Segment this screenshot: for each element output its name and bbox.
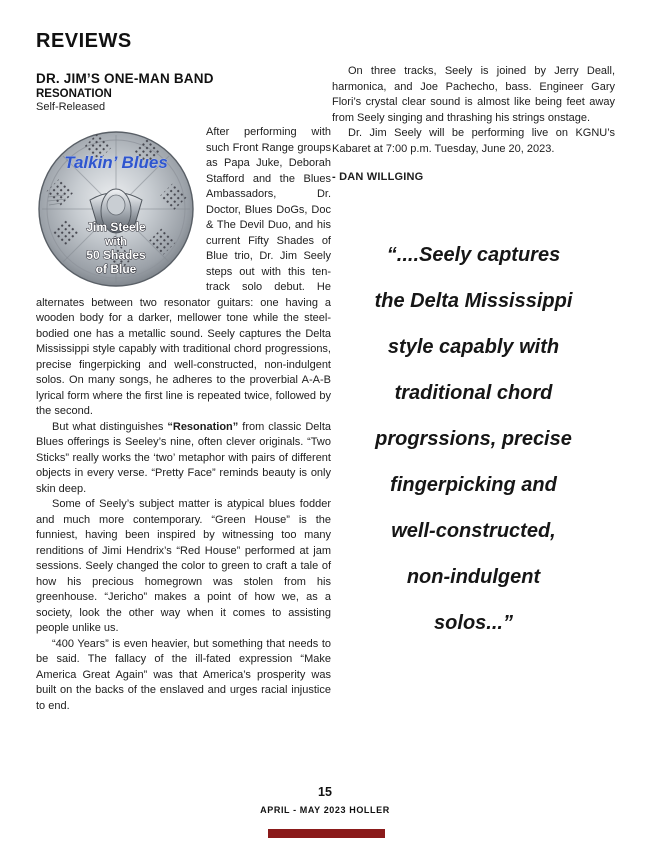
review-body-continued: [332, 64, 615, 157]
review-paragraph-5: On three tracks, Seely is joined by Jerry Deall, harmonica, and Joe Pachecho, bass. Engineer Gary Flori’s crystal clear sound is almost like being feet away from Seely singing and thrashing his strings onstage.: [332, 65, 615, 124]
right-column: [332, 64, 615, 646]
review-body: [36, 125, 331, 714]
review-paragraph-4: “400 Years” is even heavier, but something that needs to be said. The fallacy of the ill-fated expression “Make America Great Again” was that America’s prosperity was built on the backs of the enslaved and urges racial injustice to end.: [36, 637, 331, 712]
album-art-title-text: Talkin’ Blues: [64, 153, 168, 172]
pull-quote-line: non-indulgent: [406, 566, 541, 588]
svg-text:Jim Steele: Jim Steele: [86, 220, 146, 234]
article-title: DR. JIM’S ONE-MAN BAND: [36, 71, 214, 86]
page-number: 15: [318, 785, 332, 799]
record-label: Self-Released: [36, 101, 106, 113]
pull-quote-line: “....Seely captures: [386, 244, 561, 266]
pull-quote-line: progrssions, precise: [375, 428, 572, 450]
pull-quote-line: fingerpicking and: [390, 474, 557, 496]
review-paragraph-2: But what distinguishes “Resonation” from classic Delta Blues offerings is Seeley’s nine, often clever originals. “Two Sticks” really works the ‘two’ metaphor with pairs of different objects in every verse. “Pretty Face” reminds beauty is only skin deep.: [36, 420, 331, 495]
pull-quote-line: traditional chord: [394, 382, 553, 404]
resonator-cone-artwork: [36, 127, 196, 287]
pull-quote-line: solos...”: [434, 612, 513, 634]
left-column: [36, 71, 331, 714]
pull-quote-line: style capably with: [387, 336, 560, 358]
pull-quote-line: well-constructed,: [391, 520, 556, 542]
reviewer-byline: - DAN WILLGING: [332, 171, 424, 183]
svg-text:of Blue: of Blue: [95, 262, 137, 276]
album-name-bold: “Resonation”: [167, 420, 239, 433]
svg-text:50 Shades: 50 Shades: [86, 248, 146, 262]
pull-quote: [332, 232, 615, 646]
review-paragraph-6: Dr. Jim Seely will be performing live on KGNU’s Kabaret at 7:00 p.m. Tuesday, June 20, 2023.: [332, 127, 615, 155]
review-paragraph-1: After performing with such Front Range groups as Papa Juke, Deborah Stafford and the Blues Ambassadors, Dr. Doctor, Blues DoGs, Doc & The Devil Duo, and his current Fifty Shades of Blue trio, Dr. Jim Seely steps out with this ten-track solo debut. He alternates between two resonator guitars: one having a wooden body for a darker, mellower tone while the steel-bodied one has a metallic sound. Seely captures the Delta Mississippi style capably with traditional chord progressions, precise fingerpicking and well-constructed, non-indulgent solos. On many songs, he adheres to the proverbial A-A-B lyrical form where the first line is repeated twice, followed by the second.: [36, 126, 331, 417]
album-title: RESONATION: [36, 88, 112, 100]
footer-accent-bar: [268, 829, 385, 838]
svg-text:with: with: [105, 236, 127, 248]
page-section-heading: REVIEWS: [36, 30, 132, 52]
issue-footer-text: APRIL - MAY 2023 HOLLER: [260, 805, 390, 815]
review-paragraph-3: Some of Seely’s subject matter is atypical blues fodder and much more contemporary. “Green House” is the funniest, having been inspired by witnessing too many renditions of Jimi Hendrix’s “Red House” performed at jam sessions. Seely changed the color to green to craft a tale of how his precious homegrown was stolen from his greenhouse. “Jericho” makes a point of how we, as a society, look the other way when it comes to assisting people unlike us.: [36, 498, 331, 634]
pull-quote-line: the Delta Mississippi: [374, 290, 573, 312]
album-cover-image: [36, 127, 196, 287]
